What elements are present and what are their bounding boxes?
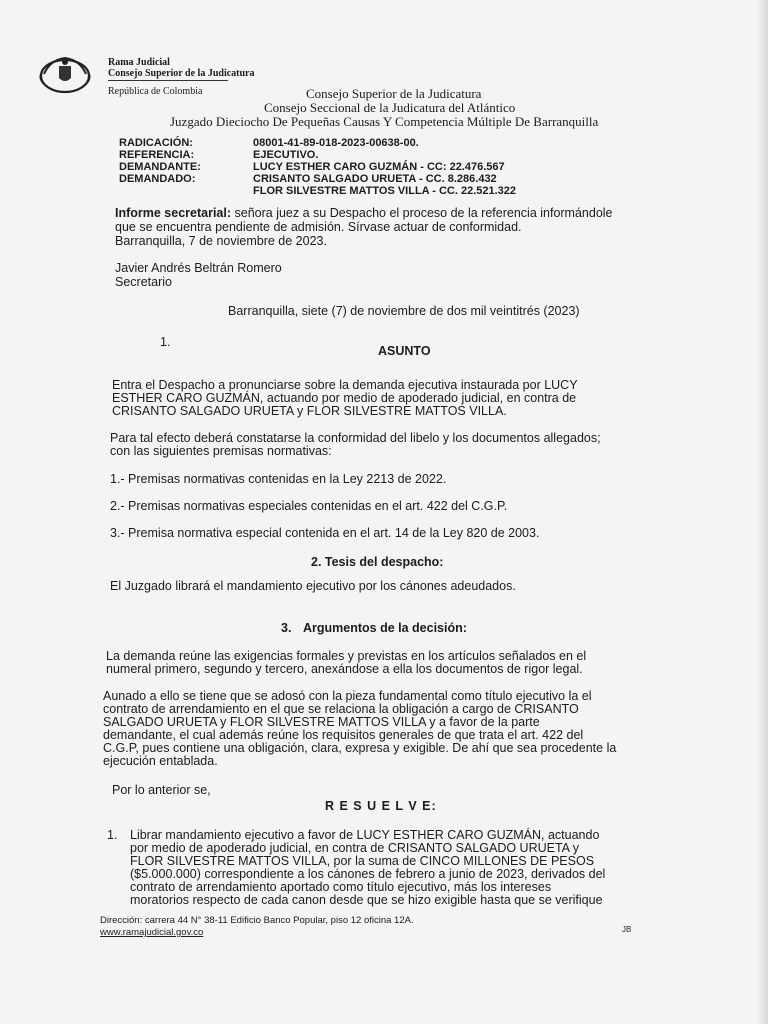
order-1-line-6: moratorios respecto de cada canon desde que se hizo exigible hasta que se verifique [130, 893, 603, 907]
case-metadata [119, 137, 516, 197]
resuelve-heading: R E S U E L V E: [325, 799, 437, 813]
order-1-line-1: Librar mandamiento ejecutivo a favor de LUCY ESTHER CARO GUZMÁN, actuando [130, 828, 600, 842]
informe-line-3: Barranquilla, 7 de noviembre de 2023. [115, 234, 327, 248]
order-1-line-5: contrato de arrendamiento aportado como título ejecutivo, más los intereses [130, 880, 552, 894]
informe-text-1: señora juez a su Despacho el proceso de la referencia informándole [231, 206, 613, 220]
footer-initials: JB [622, 925, 632, 934]
section-3-p2-line-6: ejecución entablada. [103, 754, 218, 768]
court-line-3: Juzgado Dieciocho De Pequeñas Causas Y Competencia Múltiple De Barranquilla [170, 114, 599, 129]
demandado-label: DEMANDADO: [119, 173, 196, 185]
section-1-title: ASUNTO [378, 344, 431, 358]
order-1-line-4: ($5.000.000) correspondiente a los cánones de febrero a junio de 2023, derivados del [130, 867, 606, 881]
section-3-p2-line-1: Aunado a ello se tiene que se adosó con la pieza fundamental como título ejecutivo la el [103, 689, 592, 703]
section-3-p1-line-2: numeral primero, segundo y tercero, anexándose a ella los documentos de rigor legal. [106, 662, 583, 676]
radicacion-value: 08001-41-89-018-2023-00638-00. [253, 137, 419, 149]
demandante-value: LUCY ESTHER CARO GUZMÁN - CC: 22.476.567 [253, 161, 505, 173]
section-3-p2-line-3: SALGADO URUETA y FLOR SILVESTRE MATTOS VILLA y a favor de la parte [103, 715, 540, 729]
signer-name: Javier Andrés Beltrán Romero [115, 261, 282, 275]
coat-of-arms-icon [36, 52, 94, 94]
informe-label: Informe secretarial: [115, 206, 232, 220]
page-edge-shadow [756, 0, 768, 1024]
brand-line-1: Rama Judicial [108, 57, 170, 68]
order-1-number: 1. [107, 828, 118, 842]
radicacion-label: RADICACIÓN: [119, 137, 193, 149]
asunto-p2-line-1: Para tal efecto deberá constatarse la conformidad del libelo y los documentos allegados; [110, 431, 601, 445]
referencia-value: EJECUTIVO. [253, 149, 319, 161]
section-3-p2-line-5: C.G.P, pues contiene una obligación, clara, expresa y exigible. De ahí que sea procedente la [103, 741, 617, 755]
premisa-1: 1.- Premisas normativas contenidas en la Ley 2213 de 2022. [110, 472, 447, 486]
brand-line-3: República de Colombia [108, 86, 203, 97]
demandante-label: DEMANDANTE: [119, 161, 201, 173]
premisa-3: 3.- Premisa normativa especial contenida en el art. 14 de la Ley 820 de 2003. [110, 526, 540, 540]
conclusion-line: Por lo anterior se, [112, 783, 211, 797]
order-1-line-2: por medio de apoderado judicial, en contra de CRISANTO SALGADO URUETA y [130, 841, 580, 855]
footer-address: Dirección: carrera 44 N° 38-11 Edificio Banco Popular, piso 12 oficina 12A. [100, 915, 414, 926]
date-line: Barranquilla, siete (7) de noviembre de dos mil veintitrés (2023) [228, 304, 580, 318]
order-1-line-3: FLOR SILVESTRE MATTOS VILLA, por la suma de CINCO MILLONES DE PESOS [130, 854, 595, 868]
demandado-value-1: CRISANTO SALGADO URUETA - CC. 8.286.432 [253, 173, 497, 185]
asunto-p1-line-3: CRISANTO SALGADO URUETA y FLOR SILVESTRE MATTOS VILLA. [112, 404, 507, 418]
section-2-title: 2. Tesis del despacho: [311, 555, 444, 569]
section-3-title: Argumentos de la decisión: [303, 621, 467, 635]
informe-line-2: que se encuentra pendiente de admisión. Sírvase actuar de conformidad. [115, 220, 522, 234]
brand-rule [108, 80, 228, 81]
asunto-p2-line-2: con las siguientes premisas normativas: [110, 444, 332, 458]
court-line-2: Consejo Seccional de la Judicatura del Atlántico [264, 100, 516, 115]
informe-line-1 [115, 207, 613, 221]
asunto-p1-line-1: Entra el Despacho a pronunciarse sobre la demanda ejecutiva instaurada por LUCY [112, 378, 578, 392]
section-2-text: El Juzgado librará el mandamiento ejecutivo por los cánones adeudados. [110, 579, 516, 593]
footer-website-link[interactable]: www.ramajudicial.gov.co [100, 927, 204, 938]
asunto-p1-line-2: ESTHER CARO GUZMÁN, actuando por medio de apoderado judicial, en contra de [112, 391, 577, 405]
section-3-number: 3. [281, 621, 292, 635]
court-line-1: Consejo Superior de la Judicatura [306, 86, 482, 101]
section-3-p1-line-1: La demanda reúne las exigencias formales y previstas en los artículos señalados en el [106, 649, 587, 663]
premisa-2: 2.- Premisas normativas especiales contenidas en el art. 422 del C.G.P. [110, 499, 508, 513]
referencia-label: REFERENCIA: [119, 149, 195, 161]
demandado-value-2: FLOR SILVESTRE MATTOS VILLA - CC. 22.521.322 [253, 185, 517, 197]
signer-role: Secretario [115, 275, 172, 289]
section-1-number: 1. [160, 335, 171, 349]
brand-block [108, 57, 255, 97]
brand-line-2: Consejo Superior de la Judicatura [108, 68, 255, 79]
section-3-p2-line-4: demandante, el cual además reúne los requisitos generales de que trata el art. 422 del [103, 728, 584, 742]
section-3-p2-line-2: contrato de arrendamiento en el que se relaciona la obligación a cargo de CRISANTO [103, 702, 579, 716]
